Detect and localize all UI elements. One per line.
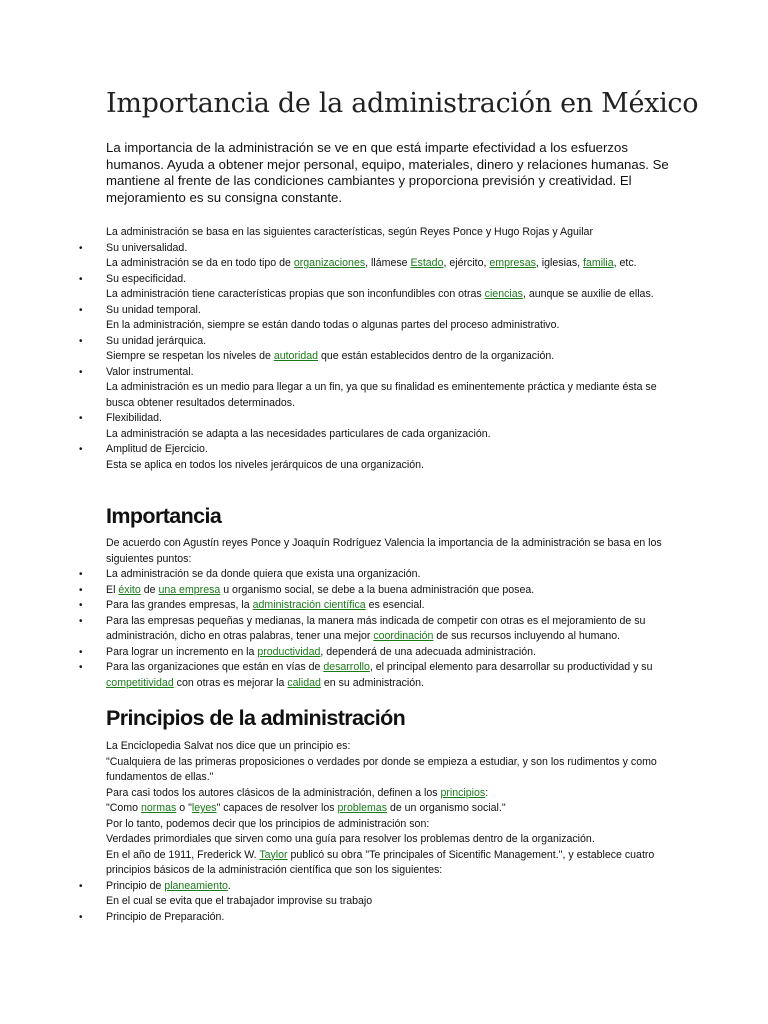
item-text: "Como xyxy=(106,802,141,814)
item-text: En el cual se evita que el trabajador improvise su trabajo xyxy=(106,895,373,907)
item-text: , el principal elemento para desarrollar su productividad y su xyxy=(369,661,653,673)
item-title: Su especificidad. xyxy=(106,272,187,285)
list-item xyxy=(106,598,671,614)
link-organizaciones[interactable]: organizaciones xyxy=(293,257,366,269)
link-estado[interactable]: Estado xyxy=(410,257,444,269)
link-desarrollo[interactable]: desarrollo xyxy=(323,661,370,673)
item-text: publicó su obra "Te principales of Sicentific Management.", y establece cuatro principios básicos de la administración científica que son los siguientes: xyxy=(106,848,655,876)
item-title: Su universalidad. xyxy=(106,241,188,254)
item-text: . xyxy=(227,879,231,892)
item-text: Para casi todos los autores clásicos de la administración, definen a los xyxy=(106,786,441,799)
item-text: de un organismo social." xyxy=(387,802,506,814)
list-item xyxy=(106,910,671,926)
item-text: o " xyxy=(176,802,192,814)
principles-list xyxy=(106,879,671,926)
item-text: u organismo social, se debe a la buena administración que posea. xyxy=(220,583,535,596)
list-item xyxy=(106,567,671,583)
item-title: Su unidad temporal. xyxy=(106,303,201,316)
list-item xyxy=(106,365,671,412)
item-text: La administración es un medio para llegar a un fin, ya que su finalidad es eminentemente práctica y mediante ésta se busca obtener resultados determinados. xyxy=(106,381,657,409)
item-text: La administración tiene características propias que son inconfundibles con otras xyxy=(106,288,485,300)
item-text: , aunque se auxilie de ellas. xyxy=(522,288,654,300)
link-administracion-cientifica[interactable]: administración científica xyxy=(252,599,366,611)
item-text: , ejército, xyxy=(443,257,490,269)
item-text: de xyxy=(140,583,159,596)
list-item xyxy=(106,303,671,334)
item-text: En la administración, siempre se están dando todas o algunas partes del proceso administrativo. xyxy=(106,319,560,331)
item-text: , dependerá de una adecuada administración. xyxy=(320,645,536,658)
list-item xyxy=(106,614,671,645)
link-productividad[interactable]: productividad xyxy=(257,645,321,658)
item-title: Su unidad jerárquica. xyxy=(106,334,207,347)
link-competitividad[interactable]: competitividad xyxy=(106,676,174,689)
item-text: Principio de xyxy=(106,879,165,892)
item-text: que están establecidos dentro de la organización. xyxy=(318,350,555,362)
principles-p5: Por lo tanto, podemos decir que los principios de administración son: xyxy=(106,817,430,830)
link-principios[interactable]: principios xyxy=(440,786,486,799)
principles-p2: "Cualquiera de las primeras proposiciones o verdades por donde se empieza a estudiar, y son los rudimentos y como fundamentos de ellas." xyxy=(106,755,657,783)
principles-p7 xyxy=(106,848,671,879)
characteristics-section xyxy=(106,225,671,473)
item-text: La administración se da en todo tipo de xyxy=(106,257,294,269)
item-text: , iglesias, xyxy=(535,257,584,269)
list-item xyxy=(106,241,671,272)
item-text: de sus recursos incluyendo al humano. xyxy=(433,630,621,642)
list-item xyxy=(106,272,671,303)
link-ciencias[interactable]: ciencias xyxy=(484,288,523,300)
page-title: Importancia de la administración en México xyxy=(106,88,699,119)
importance-section xyxy=(106,536,671,691)
item-title: Valor instrumental. xyxy=(106,365,194,378)
list-item xyxy=(106,583,671,599)
link-problemas[interactable]: problemas xyxy=(337,802,387,814)
principles-p3 xyxy=(106,786,671,802)
item-text: En el año de 1911, Frederick W. xyxy=(106,848,260,861)
link-calidad[interactable]: calidad xyxy=(287,676,321,689)
principles-section xyxy=(106,739,671,925)
item-text: El xyxy=(106,583,119,596)
item-text: es esencial. xyxy=(365,599,425,611)
link-autoridad[interactable]: autoridad xyxy=(273,350,319,362)
item-text: , etc. xyxy=(613,257,637,269)
list-item xyxy=(106,411,671,442)
item-title: Flexibilidad. xyxy=(106,412,162,424)
item-text: Esta se aplica en todos los niveles jerárquicos de una organización. xyxy=(106,458,425,471)
principles-p4 xyxy=(106,801,671,817)
item-text: Para las empresas pequeñas y medianas, la manera más indicada de competir con otras es el mejoramiento de su administración, dicho en otras palabras, tener una mejor xyxy=(106,614,646,642)
item-text: Para las grandes empresas, la xyxy=(106,599,253,611)
item-text: Siempre se respetan los niveles de xyxy=(106,350,274,362)
list-item xyxy=(106,645,671,661)
importance-list xyxy=(106,567,671,691)
list-item xyxy=(106,660,671,691)
link-familia[interactable]: familia xyxy=(583,257,614,269)
importance-lead: De acuerdo con Agustín reyes Ponce y Joaquín Rodríguez Valencia la importancia de la administración se basa en los siguientes puntos: xyxy=(106,537,662,565)
item-text: " capaces de resolver los xyxy=(216,802,338,814)
intro-paragraph: La importancia de la administración se ve en que está imparte efectividad a los esfuerzos humanos. Ayuda a obtener mejor personal, equipo, materiales, dinero y relaciones humanas. Se mantiene al frente de las condiciones cambiantes y proporciona previsión y creatividad. El mejoramiento es su consigna constante. xyxy=(106,140,669,205)
item-text: Principio de Preparación. xyxy=(106,910,225,923)
list-item xyxy=(106,879,671,910)
item-title: Amplitud de Ejercicio. xyxy=(106,443,208,455)
link-empresas[interactable]: empresas xyxy=(489,257,536,269)
item-text: La administración se adapta a las necesidades particulares de cada organización. xyxy=(106,427,491,440)
link-planeamiento[interactable]: planeamiento xyxy=(164,879,228,892)
item-text: , llámese xyxy=(365,257,411,269)
item-text: con otras es mejorar la xyxy=(173,676,288,689)
link-una-empresa[interactable]: una empresa xyxy=(158,583,221,596)
item-text: Para las organizaciones que están en vías de xyxy=(106,661,324,673)
item-text: en su administración. xyxy=(320,676,424,689)
item-text: Para lograr un incremento en la xyxy=(106,645,258,658)
list-item xyxy=(106,334,671,365)
link-leyes[interactable]: leyes xyxy=(191,802,217,814)
principles-p6: Verdades primordiales que sirven como una guía para resolver los problemas dentro de la organización. xyxy=(106,833,595,845)
link-normas[interactable]: normas xyxy=(140,802,177,814)
characteristics-lead: La administración se basa en las siguientes características, según Reyes Ponce y Hugo Rojas y Aguilar xyxy=(106,226,593,238)
list-item xyxy=(106,442,671,473)
principles-p1: La Enciclopedia Salvat nos dice que un principio es: xyxy=(106,740,351,752)
link-coordinacion[interactable]: coordinación xyxy=(373,630,434,642)
item-text: : xyxy=(485,786,489,799)
heading-importancia: Importancia xyxy=(106,504,222,528)
link-taylor[interactable]: Taylor xyxy=(259,848,288,861)
heading-principios: Principios de la administración xyxy=(106,706,406,730)
characteristics-list xyxy=(106,241,671,474)
item-text: La administración se da donde quiera que exista una organización. xyxy=(106,568,421,580)
link-exito[interactable]: éxito xyxy=(118,583,141,596)
